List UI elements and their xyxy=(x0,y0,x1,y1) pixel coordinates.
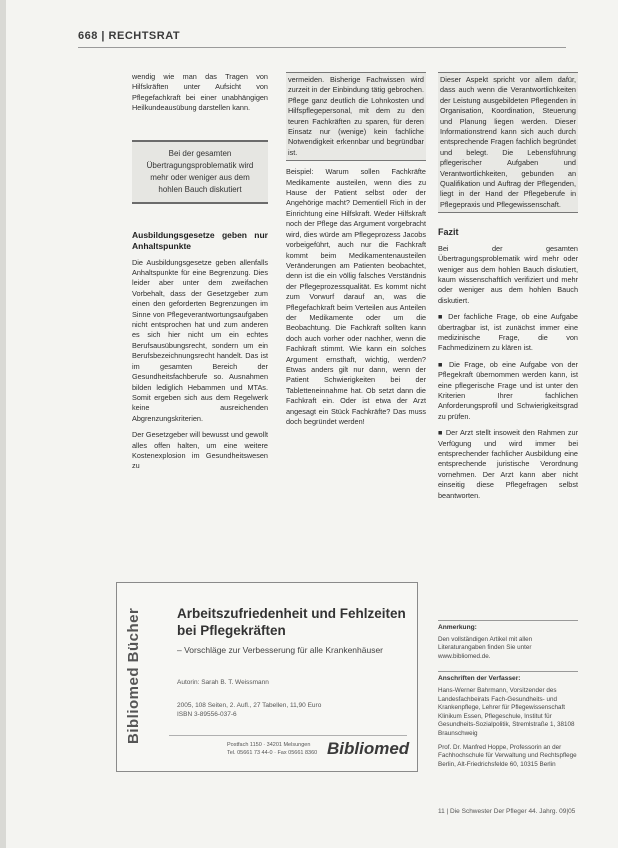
ad-book-title: Arbeitszufriedenheit und Fehlzeiten bei Pflegekräften xyxy=(177,606,406,638)
ad-address-line: Tel. 05661 73 44-0 · Fax 05661 8360 xyxy=(227,750,318,756)
header-rule xyxy=(78,47,566,48)
column-2 xyxy=(286,72,426,433)
ad-address-line: Postfach 1150 · 34201 Melsungen xyxy=(227,742,311,748)
author-info-sidebar xyxy=(438,620,578,779)
paragraph: Beispiel: Warum sollen Fachkräfte Medikamente austeilen, wenn dies zu Hause der Patient selbst oder der Angehörige macht? Dementiell Rich in der Einrichtung eine Hilfskraft. Weder Hilfskraft noch der Pflege das Argument vorgebracht wird, dies würde am Pflegeprozess Jacobs vorbeigeführt, auch nur die Fachkraft kommt beim Medikamentenausteilen Veränderungen am Patienten beobachtet, denn ist die ein völlig falsches Verständnis der Pflegeprozessqualität. Es kommt nicht zum Vorwurf darauf an, was die Pflegefachkraft beim Verteilen aus Anteilen der Medikamente oder um die Beobachtung. Die Fachkraft sollten kann doch auch vorher oder nachher, wenn die Fachkraft stimmt. Wie kann ein solches Argument ernsthaft, wichtig, werden? Etwas anders gilt nur dann, wenn der Patient Schwierigkeiten bei der Tabletteneinnahme hat. Ob setzt dann die Fachkraft ein. Oder ist etwa der Arzt angesagt ein Stück Fachkräfte? Das muss doch begründet werden! xyxy=(286,167,426,426)
ad-isbn: ISBN 3-89556-037-6 xyxy=(177,711,237,718)
author-address: Hans-Werner Bahrmann, Vorsitzender des Landesfachbeirats Fach-Gesundheits- und Krankenpflege, Lehrer für Pflegewissenschaft Klinikum Essen, Pflegeschule, Institut für Gesundheits-Sozialpolitik, Stremlstraße 1, 38108 Braunschweig xyxy=(438,686,575,737)
authors-heading: Anschriften der Verfasser: xyxy=(438,675,521,683)
bullet-paragraph: ■ Der Arzt stellt insoweit den Rahmen zur Verfügung und wird immer bei entsprechender fachlicher Ausbildung eine entsprechende juristische Verordnung vornehmen. Der Arzt kann aber nicht einseitig diese Pflegefragen selbst beantworten. xyxy=(438,428,578,500)
authors-block xyxy=(438,671,578,769)
pull-quote: Bei der gesamten Übertragungsproblematik wird mehr oder weniger aus dem hohlen Bauch diskutiert xyxy=(132,140,268,204)
bullet-paragraph: ■ Der fachliche Frage, ob eine Aufgabe übertragbar ist, ist zunächst immer eine medizinische Frage, die von Fachmedizinern zu klären ist. xyxy=(438,312,578,353)
ad-spine-label: Bibliomed Bücher xyxy=(125,607,142,745)
column-1 xyxy=(132,72,268,478)
page-footer: 11 | Die Schwester Der Pfleger 44. Jahrg. 09|05 xyxy=(438,808,576,815)
note-heading: Anmerkung: xyxy=(438,624,477,631)
fazit-heading: Fazit xyxy=(438,227,459,238)
subheading: Ausbildungsgesetze geben nur Anhaltspunkte xyxy=(132,229,268,251)
ad-meta-line: 2005, 108 Seiten, 2. Aufl., 27 Tabellen, 11,90 Euro xyxy=(177,702,322,709)
paragraph: Bei der gesamten Übertragungsproblematik wird mehr oder weniger aus dem hohlen Bauch diskutiert, kaum wissenschaftlich verifiziert und mehr oder weniger aus dem hohlen Bauch diskutiert. xyxy=(438,243,578,305)
book-advertisement xyxy=(116,582,418,772)
author-address: Prof. Dr. Manfred Hoppe, Professorin an der Fachhochschule für Verwaltung und Rechtspflege Berlin, Alt-Friedrichsfelde 60, 10315 Berlin xyxy=(438,743,577,768)
ad-book-subtitle: – Vorschläge zur Verbesserung für alle Krankenhäuser xyxy=(177,645,384,655)
paragraph: Die Ausbildungsgesetze geben allenfalls Anhaltspunkte für eine Begrenzung. Dies leider aber unter dem zweifachen Vorbehalt, dass der Gesetzgeber zum einen den geforderten Begrenzungen im Sinne von Pflegeverantwortungsaufgaben nicht entsprochen hat und zum anderen es sich hier nicht um ein echtes Berufsausübungsrecht, sondern um ein Berufsbezeichnungsrecht handelt. Das ist im gesamten Bereich der Gesundheitsfachberufe so. Ausnahmen bilden lediglich Hebammen und MTAs. Somit ergeben sich aus dem Regelwerk keine ausreichenden Abgrenzungskriterien. xyxy=(132,257,268,423)
publisher-logo: Bibliomed xyxy=(327,739,410,758)
column-3 xyxy=(438,72,578,507)
ad-author: Autorin: Sarah B. T. Weissmann xyxy=(177,679,269,686)
ad-meta xyxy=(177,701,321,719)
bullet-paragraph: ■ Die Frage, ob eine Aufgabe von der Pflegekraft übernommen werden kann, ist eine pflegerische Frage und ist unter den Kriterien Ihrer fachlichen Anforderungsprofil und Schwierigkeitsgrad zu prüfen. xyxy=(438,359,578,421)
page-binding-edge xyxy=(0,0,6,848)
highlighted-paragraph: vermeiden. Bisherige Fachwissen wird zurzeit in der Einbindung tätig gebrochen. Pflege ganz deutlich die Lohnkosten und Hilfspflegepersonal, mit dem zu den teuren Fachkräften zu sparen, für deren Einsatz nur (wenige) kein fachliche Notwendigkeit erkennbar und begründbar ist. xyxy=(286,72,426,161)
ad-address xyxy=(227,741,317,757)
ad-divider xyxy=(169,735,407,736)
highlighted-paragraph: Dieser Aspekt spricht vor allem dafür, dass auch wenn die Verantwortlichkeiten der Leistung ausgebildeten Pflegenden in Organisation, Koordination, Steuerung und Planung liegen werden. Dieser Informationstrend kann sich auch durch entsprechende Fragen fachlich begründet und belegt. Die Lebensführung pflegerischer Aufgaben und Verantwortlichkeiten, gebunden an Qualifikation und Auftrag der Pflegenden, liegt in der Hand der Pflegeberufe in Pflegepraxis und Pflegewissenschaft. xyxy=(438,72,578,213)
note-text: Den vollständigen Artikel mit allen Literaturangaben finden Sie unter www.bibliomed.de. xyxy=(438,635,533,660)
paragraph: Der Gesetzgeber will bewusst und gewollt alles offen halten, um eine weitere Kostenexplosion im Gesundheitswesen zu xyxy=(132,430,268,471)
paragraph: wendig wie man das Tragen von Hilfskräften unter Aufsicht von Pflegefachkraft bei einer unabhängigen Heilkundeausübung darstellen kann. xyxy=(132,72,268,113)
section-header: 668 | RECHTSRAT xyxy=(78,30,181,42)
note-block xyxy=(438,620,578,661)
